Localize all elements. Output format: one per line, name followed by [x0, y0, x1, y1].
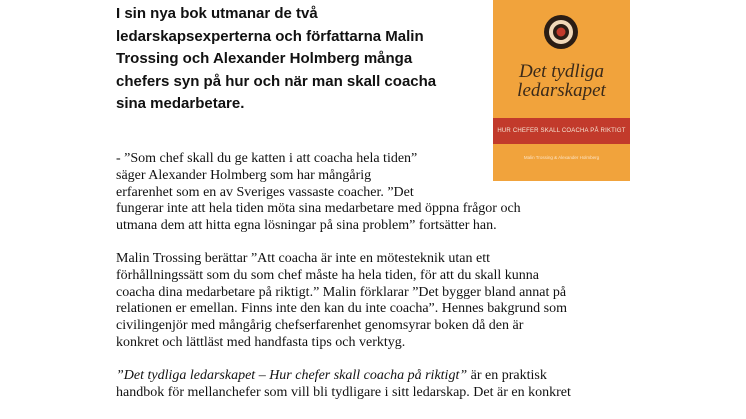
lead-line: I sin nya bok utmanar de två [116, 5, 318, 22]
trossing-paragraph [116, 251, 636, 352]
cover-authors: Malin Trossing & Alexander Holmberg [523, 155, 600, 160]
text-line: - ”Som chef skall du ge katten i att coacha hela tiden” [116, 151, 418, 166]
book-paragraph [116, 368, 636, 402]
lead-line: ledarskapsexperterna och författarna Malin [116, 27, 424, 45]
lead-line: sina medarbetare. [116, 95, 245, 112]
text-line: konkret och lättläst med handfasta tips och verktyg. [116, 334, 406, 350]
text-line: säger Alexander Holmberg som har mångårig [116, 167, 372, 183]
text-line: utmana dem att hitta egna lösningar på sina problem” fortsätter han. [116, 218, 497, 234]
cover-subtitle: HUR CHEFER SKALL COACHA PÅ RIKTIGT [493, 118, 630, 144]
text-line [116, 368, 636, 385]
text-line: civilingenjör med mångårig chefserfarenhet genomsyrar boken då den är [116, 318, 524, 334]
text-line: förhållningssätt som du som chef måste ha hela tiden, för att du skall kunna [116, 267, 540, 283]
text-line: erfarenhet som en av Sveriges vassaste coacher. ”Det [116, 184, 414, 200]
cover-title [493, 62, 630, 100]
lead-line: chefers syn på hur och när man skall coacha [116, 72, 437, 90]
body-text [116, 151, 636, 417]
target-icon [543, 14, 579, 50]
text-line: fungerar inte att hela tiden möta sina medarbetare med öppna frågor och [116, 201, 521, 217]
lead-line: Trossing och Alexander Holmberg många [116, 50, 413, 67]
book-title-italic: ”Det tydliga ledarskapet – Hur chefer skall coacha på riktigt” [116, 367, 468, 383]
text-fragment: är en praktisk [467, 367, 547, 383]
quote-paragraph [116, 151, 636, 235]
lead-paragraph [116, 3, 476, 116]
cover-title-line: Det tydliga [519, 61, 604, 82]
text-line: relationen er emellan. Finns inte den kan du inte coacha”. Hennes bakgrund som [116, 301, 567, 317]
cover-title-line: ledarskapet [517, 80, 606, 101]
text-line: Malin Trossing berättar ”Att coacha är inte en mötesteknik utan ett [116, 250, 491, 266]
text-line: coacha dina medarbetare på riktigt.” Malin förklarar ”Det bygger bland annat på [116, 284, 567, 300]
text-line: handbok för mellanchefer som vill bli tydligare i sitt ledarskap. Det är en konkret [116, 384, 571, 400]
